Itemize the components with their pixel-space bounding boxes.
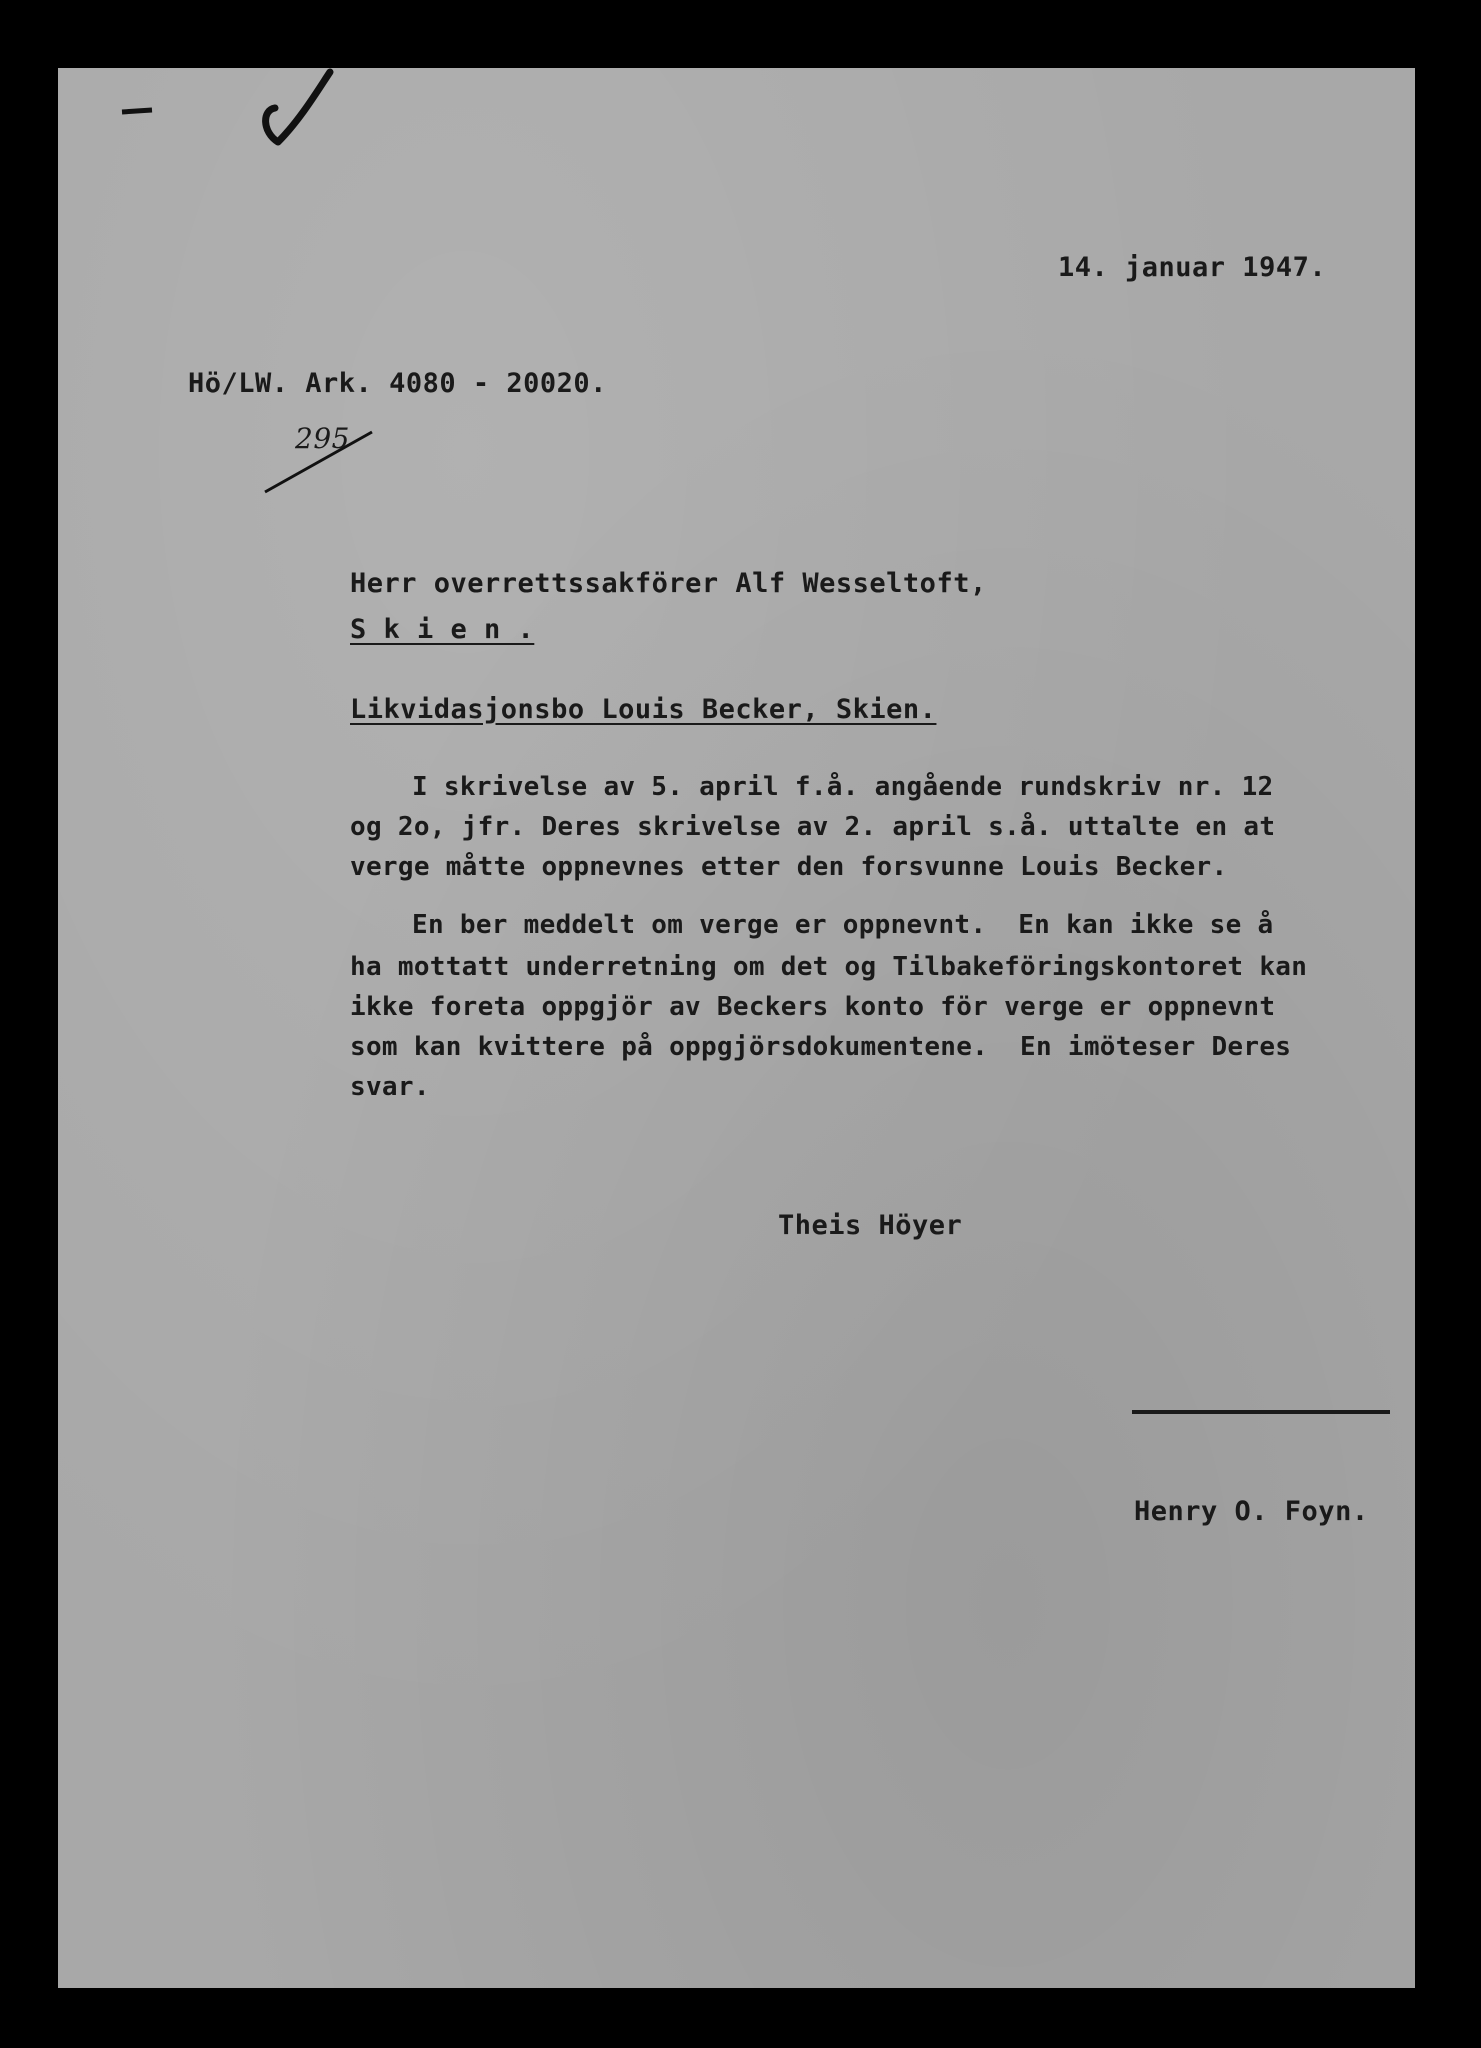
subject-line: Likvidasjonsbo Louis Becker, Skien. [350,694,937,725]
recipient-line-1: Herr overrettssakförer Alf Wesseltoft, [350,568,987,599]
reference-line: Hö/LW. Ark. 4080 - 20020. [188,368,607,399]
recipient-line-2: S k i e n . [350,614,535,645]
footer-name: Henry O. Foyn. [1134,1496,1369,1527]
signature-rule [1132,1410,1390,1414]
handwritten-number: 295 [295,422,350,455]
ink-dash-mark [122,110,152,112]
paragraph2-line: ikke foreta oppgjör av Beckers konto för verge er oppnevnt [350,992,1276,1022]
typed-signature: Theis Höyer [778,1210,963,1241]
paragraph2-line: ha mottatt underretning om det og Tilbakeföringskontoret kan [350,952,1308,982]
letter-date: 14. januar 1947. [1058,252,1327,283]
paragraph2-line: som kan kvittere på oppgjörsdokumentene. En imöteser Deres [350,1032,1292,1062]
paragraph2-line: svar. [350,1072,430,1102]
paragraph2-line: En ber meddelt om verge er oppnevnt. En kan ikke se å [412,910,1274,940]
paragraph1-line: og 2o, jfr. Deres skrivelse av 2. april s.å. uttalte en at [350,812,1276,842]
ink-checkmark [266,72,330,142]
paragraph1-line: I skrivelse av 5. april f.å. angående rundskriv nr. 12 [412,772,1274,802]
paragraph1-line: verge måtte oppnevnes etter den forsvunne Louis Becker. [350,852,1228,882]
